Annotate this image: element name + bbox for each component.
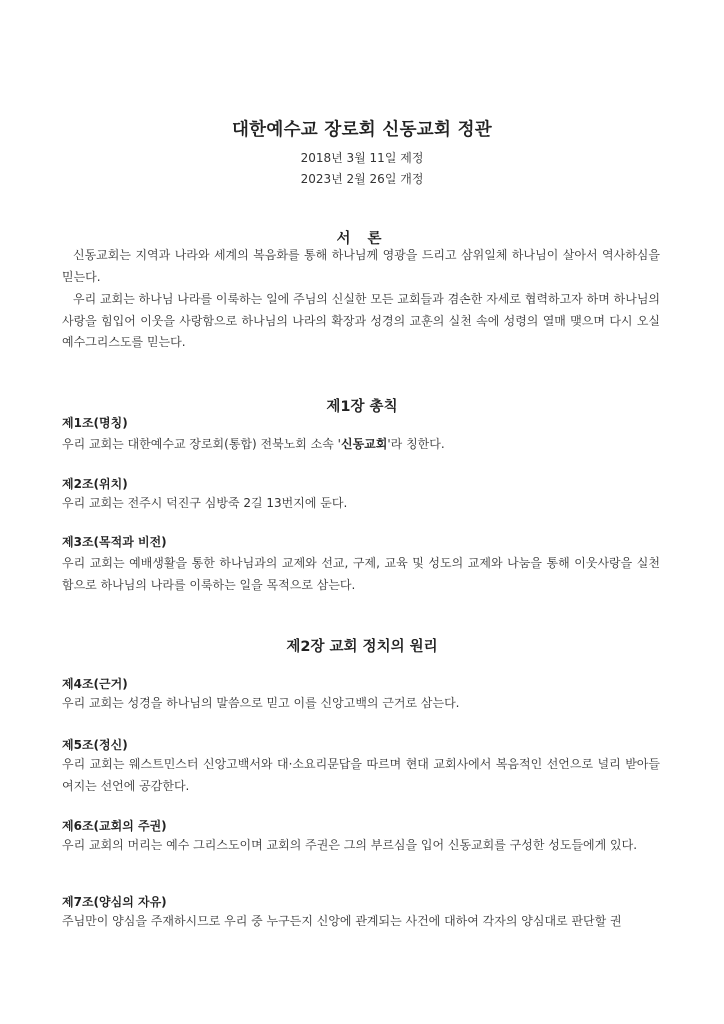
article-5-text: 우리 교회는 웨스트민스터 신앙고백서와 대·소요리문답을 따르며 현대 교회사에서 복음적인 선언으로 널리 받아들여지는 선언에 공감한다. [62, 757, 660, 793]
article-2-title: 제2조(위치) [62, 477, 128, 491]
article-7-title: 제7조(양심의 자유) [62, 895, 167, 909]
article-3-title: 제3조(목적과 비전) [62, 535, 167, 549]
chapter-2-heading: 제2장 교회 정치의 원리 [286, 639, 438, 655]
preface-heading: 서 론 [336, 231, 388, 247]
chapter-1-heading: 제1장 총칙 [326, 399, 398, 415]
revised-date: 2023년 2월 26일 개정 [300, 172, 424, 186]
enacted-date: 2018년 3월 11일 제정 [300, 151, 424, 165]
article-4-text: 우리 교회는 성경을 하나님의 말씀으로 믿고 이를 신앙고백의 근거로 삼는다. [62, 696, 460, 710]
church-name-bold: 신동교회 [340, 437, 388, 451]
article-4-title: 제4조(근거) [62, 677, 128, 691]
article-1-text-after: '라 칭한다. [387, 437, 445, 451]
article-2-text: 우리 교회는 전주시 덕진구 심방죽 2길 13번지에 둔다. [62, 496, 348, 510]
article-7-text: 주님만이 양심을 주재하시므로 우리 중 누구든지 신앙에 관계되는 사건에 대하여 각자의 양심대로 판단할 권 [62, 914, 622, 928]
preface-paragraph-1: 신동교회는 지역과 나라와 세계의 복음화를 통해 하나님께 영광을 드리고 삼위일체 하나님이 살아서 역사하심을 믿는다. [62, 248, 660, 284]
article-6-title: 제6조(교회의 주권) [62, 819, 167, 833]
article-6-text: 우리 교회의 머리는 예수 그리스도이며 교회의 주권은 그의 부르심을 입어 신동교회를 구성한 성도들에게 있다. [62, 838, 638, 852]
article-1-text [62, 434, 660, 456]
article-1-title: 제1조(명칭) [62, 416, 128, 430]
article-1-text-before: 우리 교회는 대한예수교 장로회(통합) 전북노회 소속 ' [62, 437, 341, 451]
article-3-text: 우리 교회는 예배생활을 통한 하나님과의 교제와 선교, 구제, 교육 및 성도의 교제와 나눔을 통해 이웃사랑을 실천함으로 하나님의 나라를 이룩하는 일을 목적으로 삼는다. [62, 556, 660, 592]
document-title: 대한예수교 장로회 신동교회 정관 [231, 120, 493, 140]
preface-paragraph-2: 우리 교회는 하나님 나라를 이룩하는 일에 주님의 신실한 모든 교회들과 겸손한 자세로 협력하고자 하며 하나님의 사랑을 힘입어 이웃을 사랑함으로 하나님의 나라의 확장과 성경의 교훈의 실천 속에 성령의 열매 맺으며 다시 오실 예수그리스도를 믿는다. [62, 292, 660, 349]
article-5-title: 제5조(정신) [62, 738, 128, 752]
